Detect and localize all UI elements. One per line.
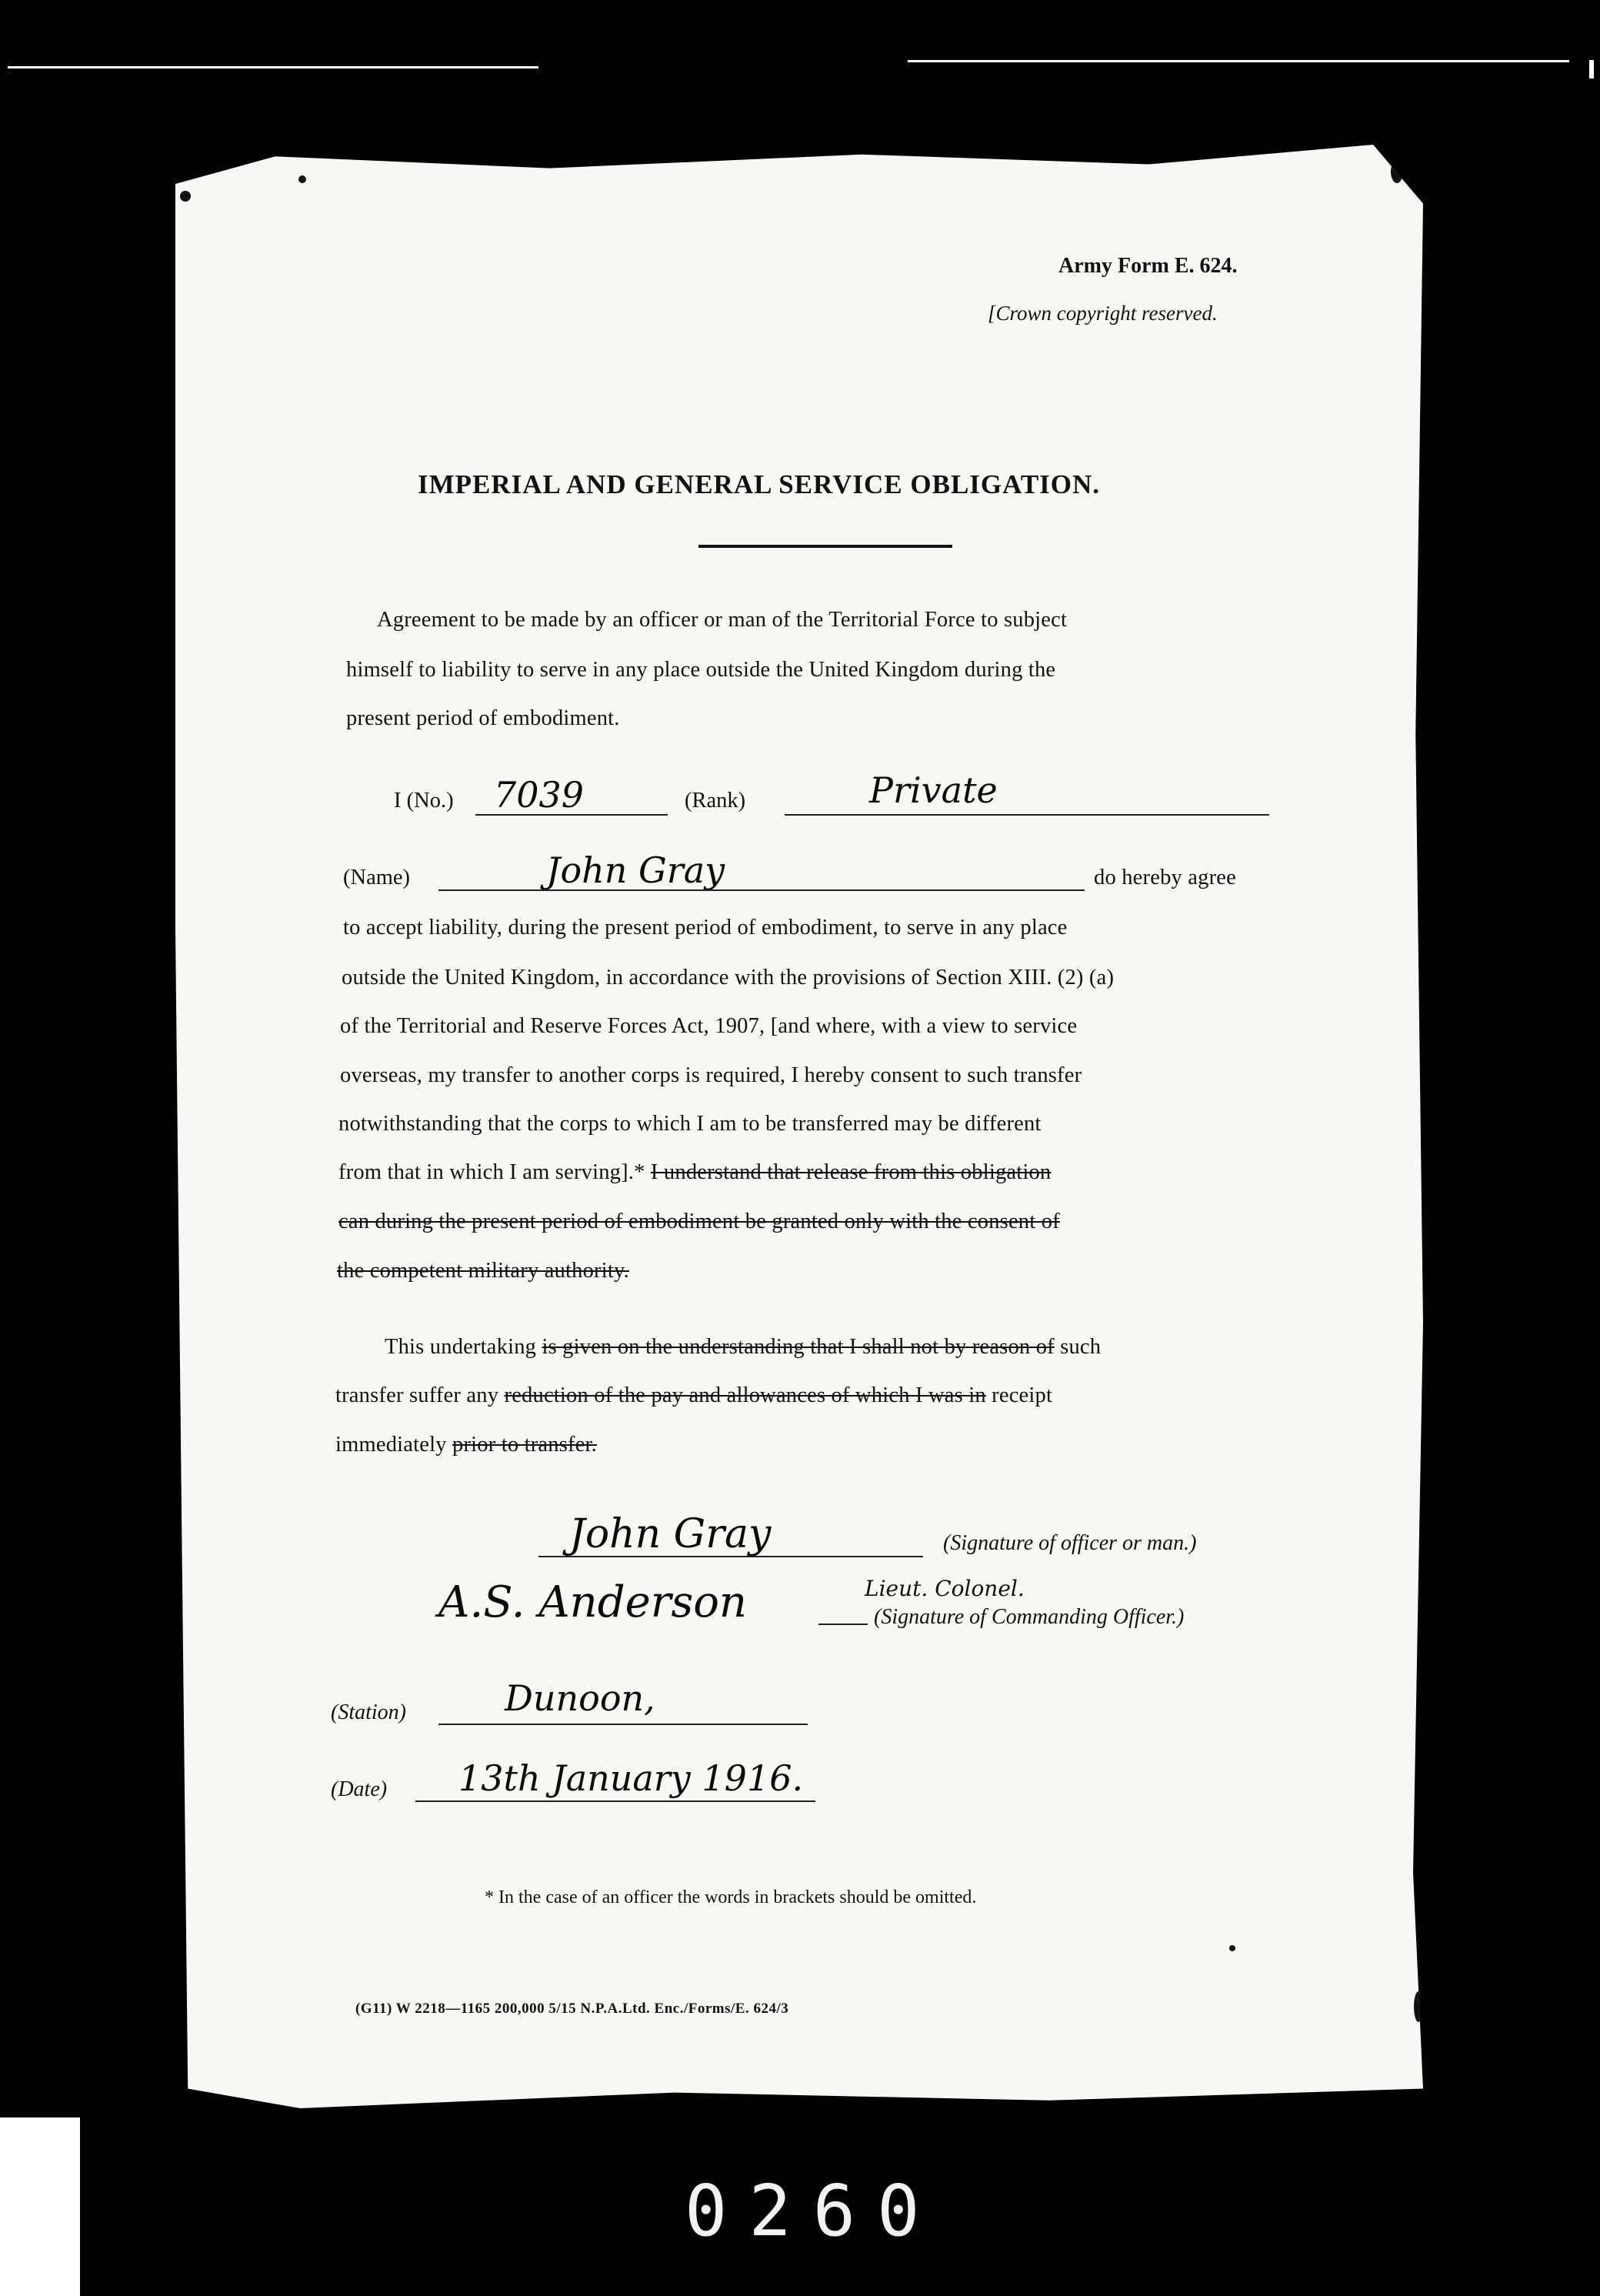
body-line [338,1160,1051,1185]
ink-speck [1229,1945,1235,1951]
name-underline [438,889,1085,891]
film-edge-line [8,66,538,68]
date-underline [415,1800,815,1802]
ink-speck [298,175,306,183]
frame-counter: 0260 [685,2170,942,2252]
ink-speck [1391,160,1403,183]
body-line: outside the United Kingdom, in accordance with the provisions of Section XIII. (2) (a) [342,966,1115,989]
body-line: to accept liability, during the present period of embodiment, to serve in any place [343,916,1068,939]
rank-label: (Rank) [685,789,746,813]
body-line: overseas, my transfer to another corps is required, I hereby consent to such transfer [340,1063,1082,1087]
body-text-plain: from that in which I am serving].* [338,1160,645,1184]
intro-line: present period of embodiment. [346,706,620,730]
name-label: (Name) [343,866,411,889]
form-number: Army Form E. 624. [1058,254,1238,278]
number-label: I (No.) [394,789,454,813]
body-text-struck: can during the present period of embodiment be granted only with the consent of [338,1210,1060,1233]
undertaking-line [335,1433,597,1457]
body-text-struck: I understand that release from this obligation [650,1160,1052,1184]
body-line: notwithstanding that the corps to which I am to be transferred may be different [338,1112,1042,1136]
undertaking-line [385,1335,1101,1360]
station-label: (Station) [331,1700,406,1724]
title-rule [698,545,952,548]
rank-underline [785,814,1269,816]
body-text-struck: the competent military authority. [337,1259,629,1283]
ink-speck [180,191,191,202]
intro-line: Agreement to be made by an officer or man of the Territorial Force to subject [377,608,1068,632]
man-signature-label: (Signature of officer or man.) [943,1531,1197,1555]
undertaking-struck: is given on the understanding that I shall not by reason of [542,1335,1055,1359]
date-label: (Date) [331,1777,388,1801]
intro-line: himself to liability to serve in any place outside the United Kingdom during the [346,658,1056,682]
film-leader-block [0,2117,80,2296]
service-number-value: 7039 [494,774,585,816]
page-title: IMPERIAL AND GENERAL SERVICE OBLIGATION. [418,469,1101,499]
undertaking-line [335,1383,1052,1408]
co-signature-label: (Signature of Commanding Officer.) [874,1605,1185,1629]
station-value: Dunoon, [505,1677,655,1719]
station-underline [438,1724,808,1725]
printer-line: (G11) W 2218—1165 200,000 5/15 N.P.A.Ltd. Enc./Forms/E. 624/3 [355,2001,789,2017]
co-signature-line [818,1624,868,1625]
rank-value: Private [869,769,998,811]
commanding-officer-signature: A.S. Anderson [438,1577,747,1627]
undertaking-plain: transfer suffer any [335,1383,499,1407]
undertaking-plain: such [1060,1335,1102,1359]
undertaking-plain: immediately [335,1433,447,1457]
undertaking-struck: prior to transfer. [452,1433,598,1457]
body-line: of the Territorial and Reserve Forces Act, 1907, [and where, with a view to service [340,1014,1078,1038]
number-underline [475,814,668,816]
footnote: * In the case of an officer the words in brackets should be omitted. [485,1887,977,1907]
undertaking-plain: This undertaking [385,1335,537,1359]
date-value: 13th January 1916. [458,1757,804,1799]
film-edge-line [908,60,1569,62]
agree-text: do hereby agree [1094,866,1236,889]
film-edge-mark [1589,60,1594,78]
name-value: John Gray [546,849,725,891]
undertaking-plain: receipt [992,1383,1053,1407]
commanding-officer-rank: Lieut. Colonel. [865,1576,1025,1601]
man-signature: John Gray [569,1511,772,1557]
man-signature-line [538,1556,923,1557]
copyright-notice: [Crown copyright reserved. [988,302,1218,325]
ink-speck [1414,1991,1423,2022]
undertaking-struck: reduction of the pay and allowances of which I was in [504,1383,986,1407]
